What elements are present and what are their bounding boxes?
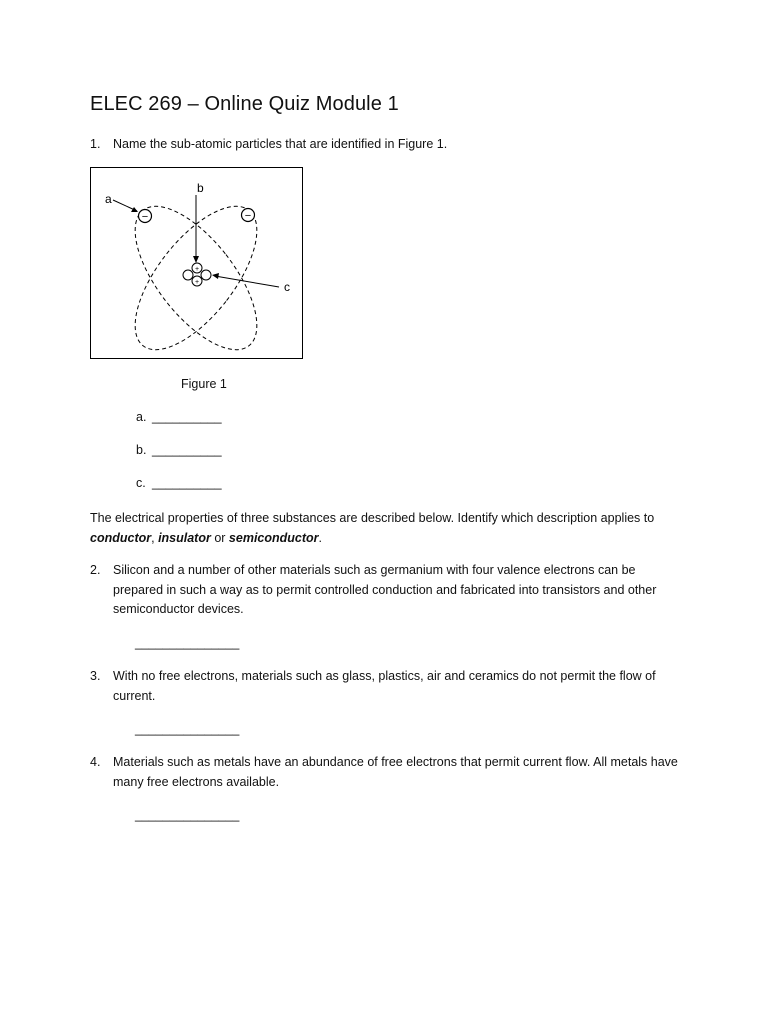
answer-row-a bbox=[136, 410, 222, 424]
term-conductor: conductor bbox=[90, 530, 152, 545]
answer-row-b bbox=[136, 443, 222, 457]
question-4-text: Materials such as metals have an abundance of free electrons that permit current flow. All metals have many free electrons available. bbox=[113, 755, 678, 789]
question-2-answer-blank[interactable]: _______________ bbox=[135, 636, 240, 650]
figure-caption: Figure 1 bbox=[181, 377, 227, 391]
electron-right bbox=[242, 209, 255, 223]
question-3-number: 3. bbox=[90, 669, 101, 683]
svg-text:−: − bbox=[244, 210, 252, 222]
answer-letter: c. bbox=[136, 476, 146, 490]
question-2-number: 2. bbox=[90, 563, 101, 577]
answer-row-c bbox=[136, 476, 222, 490]
atom-diagram bbox=[91, 168, 304, 360]
label-a: a bbox=[105, 192, 112, 206]
question-3-text: With no free electrons, materials such as glass, plastics, air and ceramics do not permit the flow of current. bbox=[113, 669, 656, 703]
answer-blank[interactable]: __________ bbox=[152, 443, 222, 457]
answer-blank[interactable]: __________ bbox=[152, 476, 222, 490]
term-semiconductor: semiconductor bbox=[228, 530, 319, 545]
question-2-text: Silicon and a number of other materials such as germanium with four valence electrons can be prepared in such a way as to permit controlled conduction and fabricated into transistors and other semiconductor devices. bbox=[113, 563, 657, 616]
question-3-answer-blank[interactable]: _______________ bbox=[135, 722, 240, 736]
answer-letter: a. bbox=[136, 410, 147, 424]
proton-sign-top: + bbox=[194, 266, 200, 273]
instructions-paragraph: The electrical properties of three substances are described below. Identify which description applies to conductor, insulator or semiconductor. bbox=[90, 511, 655, 545]
label-c: c bbox=[284, 280, 290, 294]
answer-letter: b. bbox=[136, 443, 147, 457]
question-1-text: Name the sub-atomic particles that are identified in Figure 1. bbox=[113, 137, 448, 151]
electron-left bbox=[139, 210, 152, 224]
instructions-text: The electrical properties of three substances are described below. Identify which description applies to bbox=[90, 511, 655, 525]
nucleus bbox=[183, 263, 211, 286]
label-b: b bbox=[197, 181, 204, 195]
arrow-c bbox=[215, 276, 279, 287]
question-4-answer-blank[interactable]: _______________ bbox=[135, 808, 240, 822]
question-4-number: 4. bbox=[90, 755, 101, 769]
svg-text:−: − bbox=[141, 211, 149, 223]
proton-sign-bottom: + bbox=[194, 279, 200, 286]
page-title: ELEC 269 – Online Quiz Module 1 bbox=[90, 93, 399, 115]
term-insulator: insulator bbox=[158, 530, 211, 545]
atom-figure bbox=[90, 167, 303, 359]
question-1-number: 1. bbox=[90, 137, 101, 151]
answer-blank[interactable]: __________ bbox=[152, 410, 222, 424]
